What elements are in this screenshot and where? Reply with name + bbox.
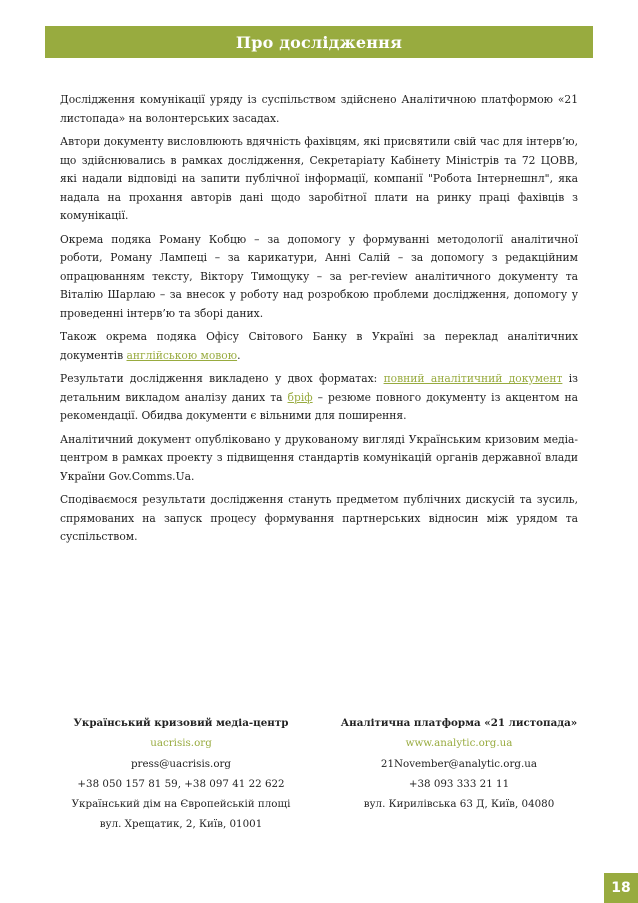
paragraph-intro: Дослідження комунікації уряду із суспільством здійснено Аналітичною платформою «21 листопада» на волонтерських засадах. — [60, 93, 578, 125]
contact-phone: +38 093 333 21 11 — [408, 777, 510, 790]
page-number-badge — [604, 873, 638, 903]
contact-website-link[interactable]: www.analytic.org.ua — [405, 737, 513, 750]
contact-address: вул. Кирилівська 63 Д, Київ, 04080 — [363, 798, 555, 811]
contact-website-link[interactable]: uacrisis.org — [150, 737, 212, 750]
page-number: 18 — [611, 880, 631, 896]
contact-org-name: Аналітична платформа «21 листопада» — [340, 717, 578, 729]
contact-org-name: Український кризовий медіа-центр — [73, 717, 289, 729]
paragraph-world-bank — [60, 328, 578, 365]
paragraph-hope: Сподіваємося результати дослідження стануть предметом публічних дискусій та зусиль, спрямованих на запуск процесу формування партнерських відносин між урядом та суспільством. — [60, 493, 578, 543]
paragraph-world-bank-text: Також окрема подяка Офісу Світового Банку в Україні за переклад аналітичних документів — [60, 330, 578, 362]
page-title: Про дослідження — [235, 32, 403, 52]
paragraph-publication: Аналітичний документ опубліковано у друкованому вигляді Українським кризовим медіа-центром в рамках проекту з підвищення стандартів комунікацій органів державної влади України Gov.Comms.Ua. — [60, 432, 578, 483]
contact-uacrisis — [60, 713, 302, 835]
full-document-link[interactable]: повний аналітичний документ — [383, 372, 563, 385]
paragraph-thanks: Автори документу висловлюють вдячність фахівцям, які присвятили свій час для інтерв’ю, що здійснювались в рамках дослідження, Секретаріату Кабінету Міністрів та 72 ЦОВВ, які надали відповіді на запити публічної інформації, компанії "Робота Інтернешнл", яка надала на прохання авторів дані щодо заробітної плати на ринку праці фахівців з комунікації. — [60, 135, 578, 222]
body-text — [60, 91, 578, 552]
contact-email[interactable]: press@uacrisis.org — [130, 757, 232, 770]
contact-analytic-platform — [340, 713, 578, 814]
contact-email[interactable]: 21November@analytic.org.ua — [380, 757, 538, 770]
paragraph-special-thanks: Окрема подяка Роману Кобцю – за допомогу у формуванні методології аналітичної роботи, Роману Лампеці – за карикатури, Анні Салій – за допомогу з редакційним опрацюванням тексту, Віктору Тимощуку – за per-review аналітичного документу та Віталію Шарлаю – за внесок у роботу над розробкою проблеми дослідження, допомогу у проведенні інтерв’ю та зборі даних. — [60, 232, 578, 320]
brief-link[interactable]: бріф — [287, 390, 313, 404]
paragraph-formats-mid: із детальним викладом аналізу даних та — [60, 372, 578, 404]
paragraph-world-bank-end: . — [237, 348, 241, 362]
paragraph-formats-end: – резюме повного документу із акцентом на рекомендації. Обидва документи є вільними для поширення. — [60, 390, 579, 422]
english-version-link[interactable]: англійською мовою — [126, 348, 238, 362]
section-header-bar — [45, 26, 593, 58]
contact-address-line1: Український дім на Європейській площі — [71, 798, 291, 811]
contact-address-line2: вул. Хрещатик, 2, Київ, 01001 — [99, 818, 263, 831]
contact-phone: +38 050 157 81 59, +38 097 41 22 622 — [77, 777, 285, 790]
paragraph-formats — [60, 370, 578, 426]
paragraph-formats-text: Результати дослідження викладено у двох форматах: — [60, 372, 384, 385]
